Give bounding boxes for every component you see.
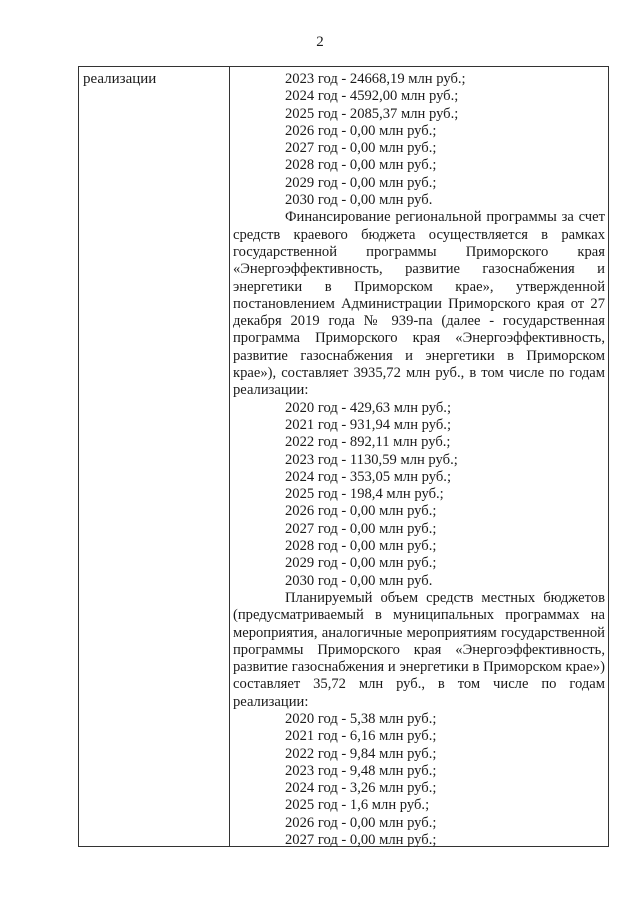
year-line: 2026 год - 0,00 млн руб.; — [285, 503, 437, 520]
document-table — [78, 66, 609, 847]
year-line: 2022 год - 892,11 млн руб.; — [285, 434, 451, 451]
year-line: 2027 год - 0,00 млн руб.; — [285, 520, 437, 537]
year-line: 2024 год - 353,05 млн руб.; — [285, 468, 452, 485]
left-cell-label: реализации — [83, 71, 157, 87]
paragraph-text: Финансирование региональной программы за счет средств краевого бюджета осуществляется в рамках государственной программы Приморского края «Энергоэффективность, развитие газоснабжения и энергетики в Приморском крае», утвержденной постановлением Администрации Приморского края от 27 декабря 2019 года № 939-па (далее - государственная программа Приморского края «Энергоэффективность, развитие газоснабжения и энергетики в Приморском крае»), составляет 3935,72 млн руб., в том числе по годам реализации: — [233, 209, 605, 399]
right-cell-content — [233, 71, 605, 849]
year-line: 2023 год - 9,48 млн руб.; — [285, 762, 437, 779]
regional-budget-paragraph — [233, 209, 605, 399]
year-line: 2026 год - 0,00 млн руб.; — [285, 814, 437, 831]
year-line: 2022 год - 9,84 млн руб.; — [285, 745, 437, 762]
year-list-local — [233, 711, 605, 849]
year-line: 2027 год - 0,00 млн руб.; — [285, 832, 437, 849]
year-line: 2025 год - 2085,37 млн руб.; — [285, 105, 459, 122]
local-budget-paragraph — [233, 590, 605, 711]
year-line: 2028 год - 0,00 млн руб.; — [285, 157, 437, 174]
year-line: 2029 год - 0,00 млн руб.; — [285, 555, 437, 572]
year-line: 2030 год - 0,00 млн руб. — [285, 192, 433, 209]
year-line: 2027 год - 0,00 млн руб.; — [285, 140, 437, 157]
column-divider — [229, 67, 230, 846]
paragraph-text: Планируемый объем средств местных бюджетов (предусматриваемый в муниципальных программах на мероприятия, аналогичные мероприятиям государственной программы Приморского края «Энергоэффективность, развитие газоснабжения и энергетики в Приморском крае») составляет 35,72 млн руб., в том числе по годам реализации: — [233, 589, 605, 710]
year-line: 2030 год - 0,00 млн руб. — [285, 572, 433, 589]
year-line: 2021 год - 6,16 млн руб.; — [285, 728, 437, 745]
year-line: 2023 год - 24668,19 млн руб.; — [285, 71, 466, 87]
page-number: 2 — [316, 34, 324, 50]
year-line: 2028 год - 0,00 млн руб.; — [285, 538, 437, 555]
year-list-total — [233, 71, 605, 209]
year-line: 2021 год - 931,94 млн руб.; — [285, 416, 452, 433]
year-line: 2020 год - 429,63 млн руб.; — [285, 399, 452, 416]
year-line: 2024 год - 4592,00 млн руб.; — [285, 88, 459, 105]
year-line: 2023 год - 1130,59 млн руб.; — [285, 451, 458, 468]
year-line: 2020 год - 5,38 млн руб.; — [285, 710, 437, 727]
year-line: 2025 год - 198,4 млн руб.; — [285, 486, 444, 503]
year-line: 2024 год - 3,26 млн руб.; — [285, 780, 437, 797]
year-line: 2029 год - 0,00 млн руб.; — [285, 174, 437, 191]
year-line: 2025 год - 1,6 млн руб.; — [285, 797, 430, 814]
year-line: 2026 год - 0,00 млн руб.; — [285, 122, 437, 139]
year-list-regional — [233, 400, 605, 590]
